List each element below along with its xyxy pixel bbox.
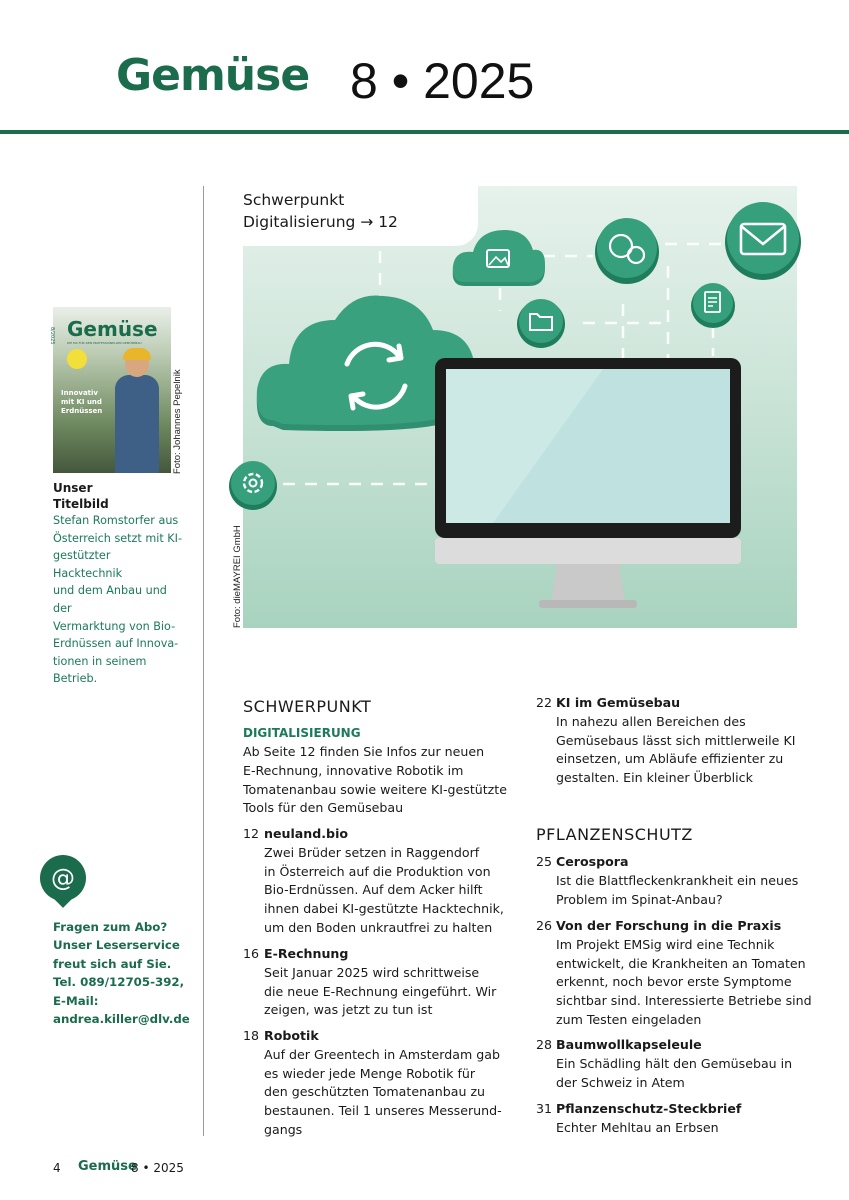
toc-description bbox=[556, 1055, 792, 1093]
toc-line: zum Testen eingeladen bbox=[556, 1011, 702, 1027]
toc-title: KI im Gemüsebau bbox=[556, 695, 681, 710]
gear-icon bbox=[229, 461, 277, 510]
abo-phone: Tel. 089/12705-392, bbox=[53, 975, 185, 990]
header-rule bbox=[0, 130, 849, 134]
toc-page-number: 12 bbox=[243, 826, 260, 841]
caption-line: gestützter Hacktechnik bbox=[53, 549, 123, 580]
section-heading-pflanzenschutz: PFLANZENSCHUTZ bbox=[536, 825, 693, 844]
cover-title bbox=[61, 389, 121, 416]
subscription-info bbox=[53, 918, 203, 1028]
caption-heading-line: Unser bbox=[53, 481, 93, 495]
caption-line: tionen in seinem Betrieb. bbox=[53, 654, 147, 686]
toc-description bbox=[264, 1046, 502, 1140]
toc-description bbox=[556, 1119, 719, 1138]
label-line-1: Schwerpunkt bbox=[243, 191, 345, 209]
subheading-digitalisierung: DIGITALISIERUNG bbox=[243, 726, 361, 740]
toc-line: die neue E-Rechnung eingeführt. Wir bbox=[264, 983, 497, 999]
cover-subtitle: DIE MA FÜR DEN PROFESSIONELLEN GEMÜSEBAU bbox=[67, 341, 142, 345]
document-check-icon bbox=[691, 283, 735, 328]
toc-line: Im Projekt EMSig wird eine Technik bbox=[556, 936, 775, 952]
folder-icon bbox=[517, 299, 565, 348]
toc-line: Seit Januar 2025 wird schrittweise bbox=[264, 964, 480, 980]
section-heading-schwerpunkt: SCHWERPUNKT bbox=[243, 697, 372, 716]
toc-line: Gemüsebaus lässt sich mittlerweile KI bbox=[556, 732, 796, 748]
label-line-2: Digitalisierung → 12 bbox=[243, 213, 398, 231]
toc-line: Ist die Blattfleckenkrankheit ein neues bbox=[556, 872, 799, 888]
cover-person-hat bbox=[123, 348, 151, 360]
illustration-photo-credit: Foto: dieMAYREI GmbH bbox=[232, 525, 243, 628]
footer-logo: Gemüse bbox=[78, 1159, 137, 1174]
cover-badge bbox=[67, 349, 87, 369]
toc-line: es wieder jede Menge Robotik für bbox=[264, 1065, 476, 1081]
caption-line: Österreich setzt mit KI- bbox=[53, 531, 182, 545]
toc-title: neuland.bio bbox=[264, 826, 349, 841]
toc-page-number: 28 bbox=[536, 1037, 553, 1052]
abo-line: E-Mail: bbox=[53, 993, 99, 1008]
cover-issue: 8/2025 bbox=[49, 327, 55, 345]
column-divider bbox=[203, 186, 204, 1136]
toc-line: Bio-Erdnüssen. Auf dem Acker hilft bbox=[264, 882, 483, 898]
at-icon bbox=[40, 855, 86, 909]
cover-person bbox=[115, 351, 159, 473]
toc-description bbox=[264, 844, 504, 938]
cover-caption-heading bbox=[53, 480, 153, 512]
toc-title: Robotik bbox=[264, 1028, 319, 1043]
at-icon-glyph: @ bbox=[51, 864, 75, 892]
cover-title-line: Erdnüssen bbox=[61, 407, 103, 415]
abo-line: freut sich auf Sie. bbox=[53, 956, 172, 971]
intro-line: E-Rechnung, innovative Robotik im bbox=[243, 762, 464, 778]
toc-line: gestalten. Ein kleiner Überblick bbox=[556, 770, 753, 786]
toc-description bbox=[556, 936, 812, 1030]
toc-title: Pflanzenschutz-Steckbrief bbox=[556, 1101, 742, 1116]
intro-line: Tomatenanbau sowie weitere KI-gestützte bbox=[243, 781, 507, 797]
toc-line: entwickelt, die Krankheiten an Tomaten bbox=[556, 955, 806, 971]
toc-title: E-Rechnung bbox=[264, 946, 349, 961]
toc-line: Zwei Brüder setzen in Raggendorf bbox=[264, 844, 480, 860]
toc-line: sichtbar sind. Interessierte Betriebe sind bbox=[556, 993, 812, 1009]
toc-page-number: 26 bbox=[536, 918, 553, 933]
toc-description bbox=[264, 964, 496, 1020]
abo-line: Unser Leserservice bbox=[53, 938, 180, 953]
toc-line: bestaunen. Teil 1 unseres Messerund- bbox=[264, 1103, 502, 1119]
toc-line: den geschützten Tomatenanbau zu bbox=[264, 1084, 486, 1100]
toc-page-number: 31 bbox=[536, 1101, 553, 1116]
cover-title-line: Innovativ bbox=[61, 389, 98, 397]
issue-number: 8 • 2025 bbox=[350, 53, 535, 109]
cover-logo: Gemüse bbox=[67, 317, 158, 341]
toc-line: der Schweiz in Atem bbox=[556, 1074, 685, 1090]
cover-person-body bbox=[115, 375, 159, 473]
magazine-logo: Gemüse bbox=[116, 50, 310, 101]
toc-page-number: 22 bbox=[536, 695, 553, 710]
chat-icon bbox=[595, 218, 659, 284]
cover-image bbox=[49, 307, 171, 473]
intro-line: Ab Seite 12 finden Sie Infos zur neuen bbox=[243, 744, 485, 759]
toc-page-number: 16 bbox=[243, 946, 260, 961]
illustration-svg bbox=[243, 186, 797, 628]
toc-description bbox=[556, 713, 795, 788]
toc-page-number: 25 bbox=[536, 854, 553, 869]
caption-line: und dem Anbau und der bbox=[53, 584, 167, 615]
schwerpunkt-intro bbox=[243, 743, 507, 818]
caption-line: Stefan Romstorfer aus bbox=[53, 514, 179, 527]
toc-title: Von der Forschung in die Praxis bbox=[556, 918, 782, 933]
abo-email-link[interactable]: andrea.killer@dlv.de bbox=[53, 1012, 190, 1027]
toc-line: Ein Schädling hält den Gemüsebau in bbox=[556, 1055, 793, 1071]
toc-line: In nahezu allen Bereichen des bbox=[556, 713, 746, 729]
cover-title-line: mit KI und bbox=[61, 398, 102, 406]
mail-icon bbox=[725, 202, 801, 280]
toc-line: in Österreich auf die Produktion von bbox=[264, 863, 491, 879]
toc-line: ihnen dabei KI-gestützte Hacktechnik, bbox=[264, 901, 504, 917]
toc-line: erkennt, noch bevor erste Symptome bbox=[556, 974, 792, 990]
toc-line: gangs bbox=[264, 1121, 303, 1137]
caption-line: Erdnüssen auf Innova- bbox=[53, 637, 179, 651]
toc-line: Echter Mehltau an Erbsen bbox=[556, 1119, 719, 1135]
cover-photo-credit: Foto: Johannes Pepelnik bbox=[172, 369, 183, 474]
toc-line: zeigen, was jetzt zu tun ist bbox=[264, 1002, 433, 1018]
illustration-label bbox=[243, 186, 478, 246]
toc-line: einsetzen, um Abläufe effizienter zu bbox=[556, 751, 784, 767]
monitor-icon bbox=[435, 358, 741, 608]
footer-issue: 8 • 2025 bbox=[131, 1161, 184, 1175]
caption-line: Vermarktung von Bio- bbox=[53, 619, 176, 633]
page-header bbox=[0, 0, 849, 136]
toc-title: Cerospora bbox=[556, 854, 629, 869]
caption-heading-line: Titelbild bbox=[53, 497, 109, 511]
toc-page-number: 18 bbox=[243, 1028, 260, 1043]
intro-line: Tools für den Gemüsebau bbox=[243, 800, 404, 816]
abo-line: Fragen zum Abo? bbox=[53, 920, 168, 934]
footer-page-number: 4 bbox=[53, 1161, 61, 1175]
digitalisation-illustration bbox=[243, 186, 797, 628]
toc-line: Auf der Greentech in Amsterdam gab bbox=[264, 1046, 500, 1062]
cover-caption-text bbox=[53, 512, 183, 688]
toc-description bbox=[556, 872, 798, 910]
toc-title: Baumwollkapseleule bbox=[556, 1037, 702, 1052]
toc-line: Problem im Spinat-Anbau? bbox=[556, 891, 723, 907]
toc-line: um den Boden unkrautfrei zu halten bbox=[264, 919, 493, 935]
